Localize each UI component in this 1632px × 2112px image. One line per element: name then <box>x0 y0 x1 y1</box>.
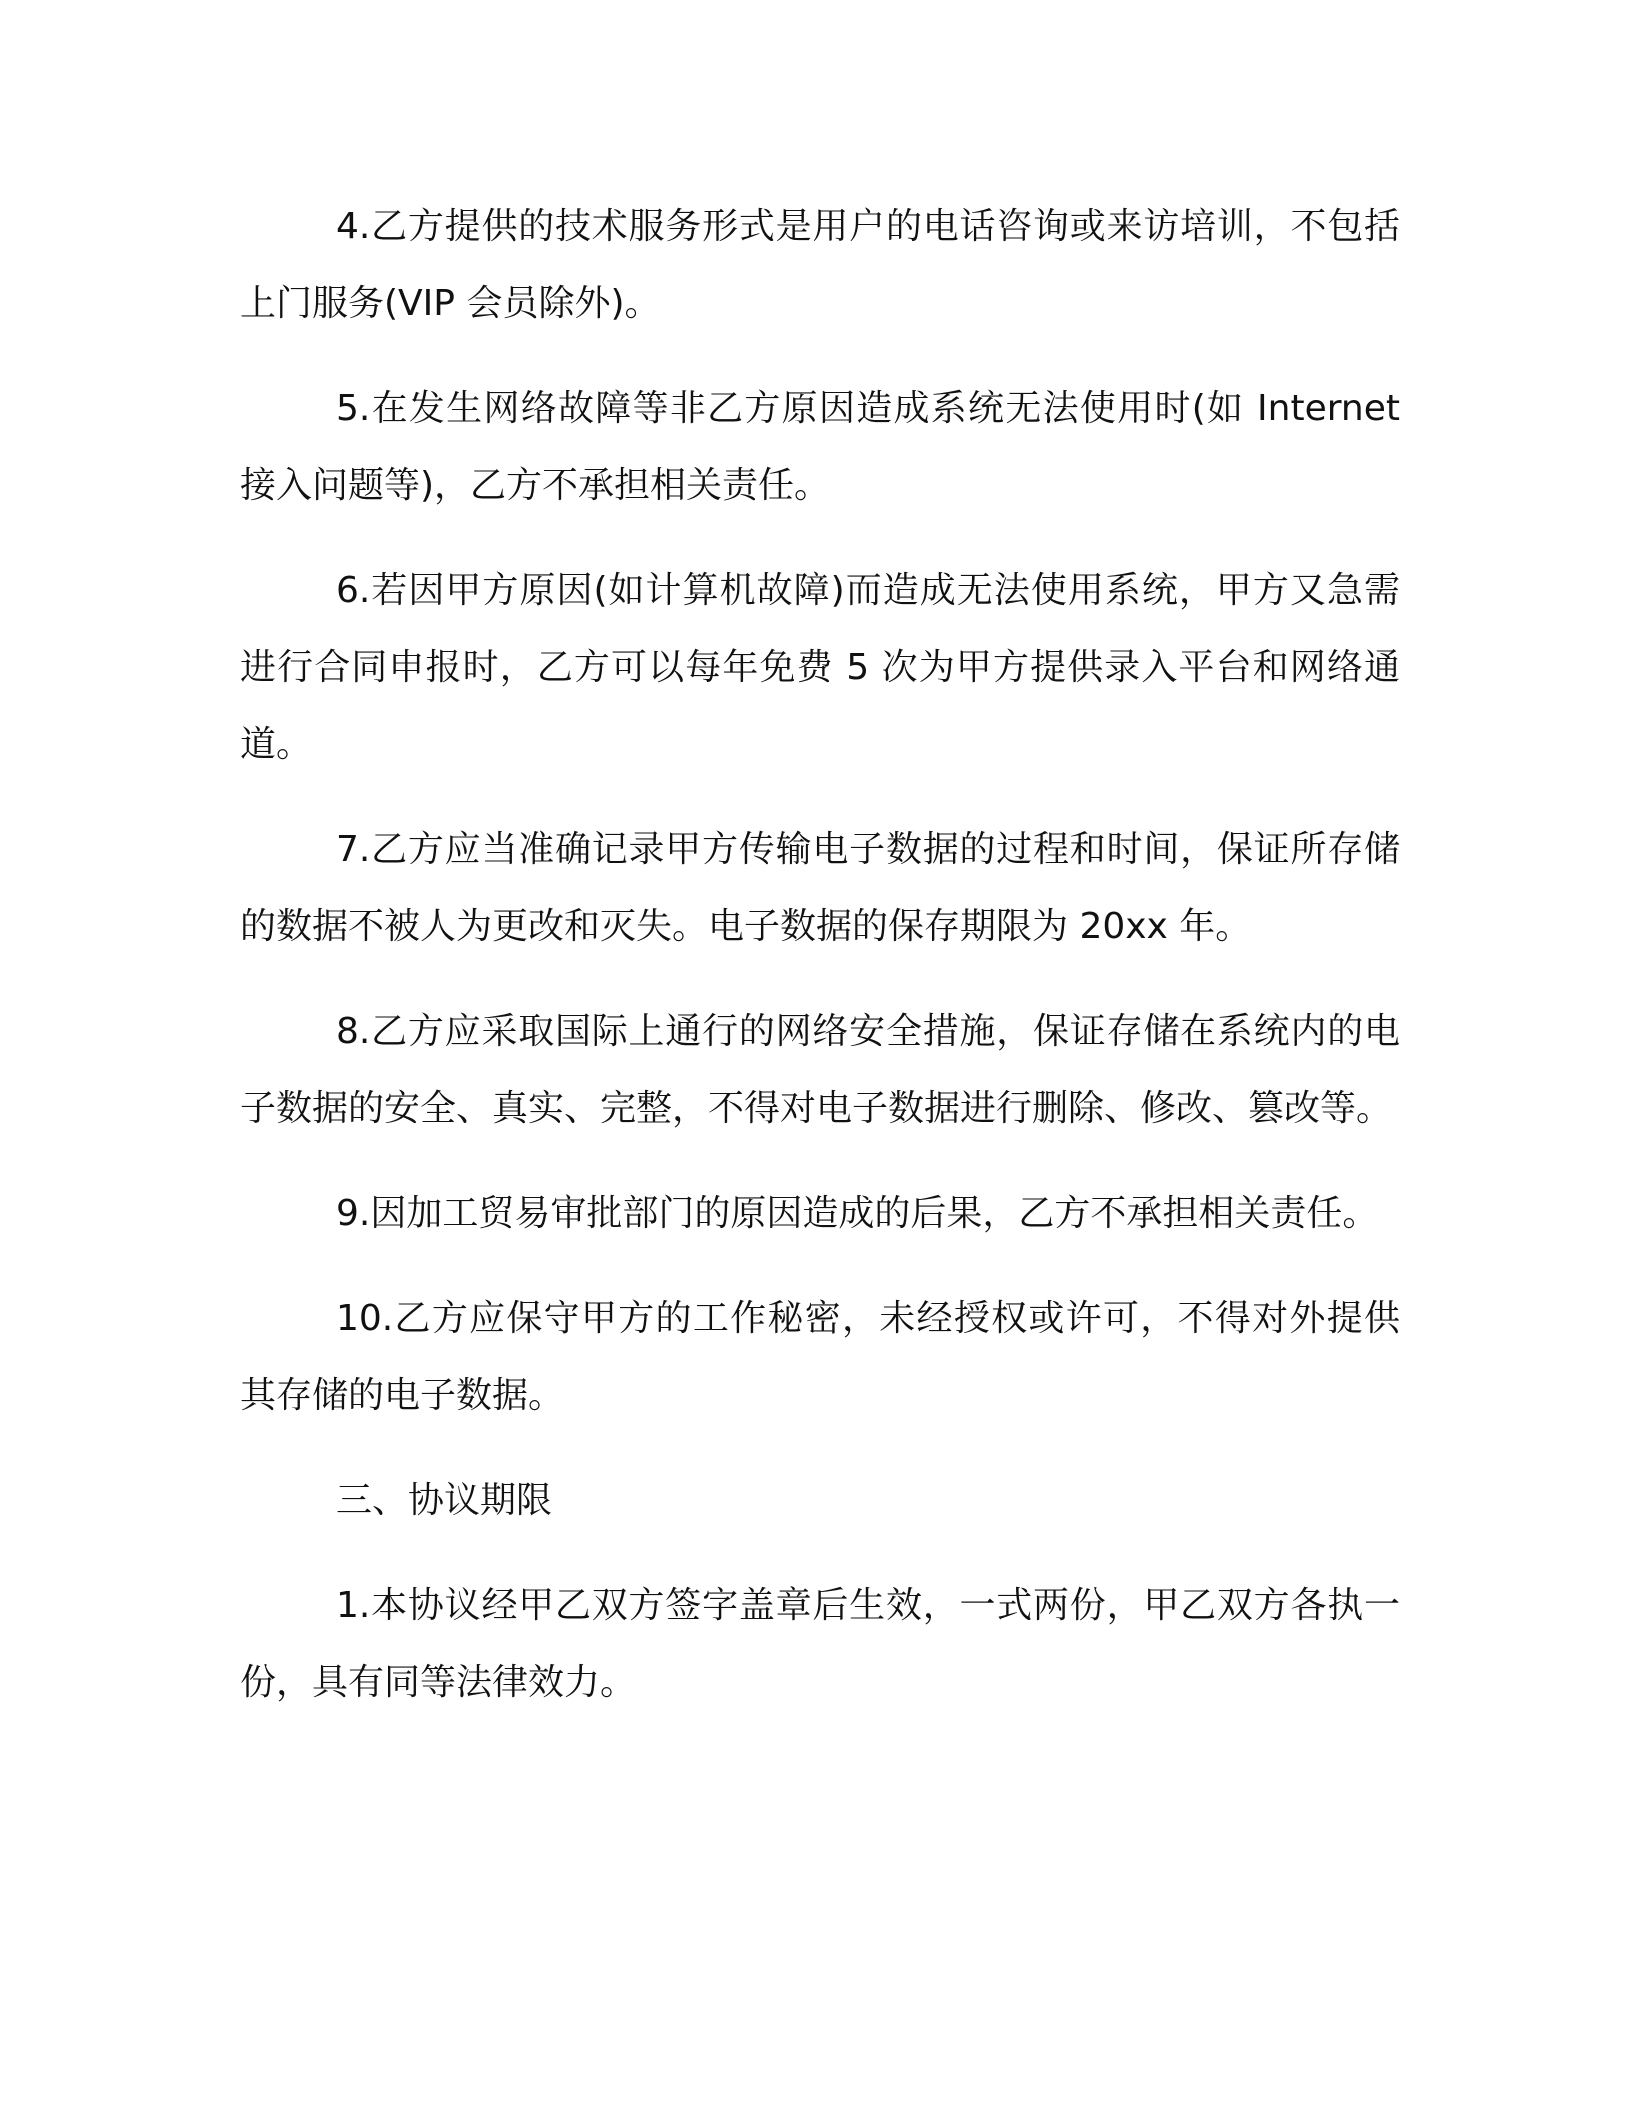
term-clause-1: 1.本协议经甲乙双方签字盖章后生效，一式两份，甲乙双方各执一份，具有同等法律效力。 <box>240 1585 1400 1703</box>
clause-10: 10.乙方应保守甲方的工作秘密，未经授权或许可，不得对外提供其存储的电子数据。 <box>240 1298 1400 1416</box>
clause-8: 8.乙方应采取国际上通行的网络安全措施，保证存储在系统内的电子数据的安全、真实、完整，不得对电子数据进行删除、修改、篡改等。 <box>240 1011 1400 1129</box>
clause-5: 5.在发生网络故障等非乙方原因造成系统无法使用时(如 Internet 接入问题等)，乙方不承担相关责任。 <box>240 388 1400 506</box>
document-body <box>240 188 1400 1749</box>
clause-4: 4.乙方提供的技术服务形式是用户的电话咨询或来访培训，不包括上门服务(VIP 会员除外)。 <box>240 206 1400 324</box>
clause-7: 7.乙方应当准确记录甲方传输电子数据的过程和时间，保证所存储的数据不被人为更改和灭失。电子数据的保存期限为 20xx 年。 <box>240 829 1400 947</box>
clause-9: 9.因加工贸易审批部门的原因造成的后果，乙方不承担相关责任。 <box>336 1193 1379 1234</box>
section-heading-term: 三、协议期限 <box>336 1480 553 1521</box>
clause-6: 6.若因甲方原因(如计算机故障)而造成无法使用系统，甲方又急需进行合同申报时，乙方可以每年免费 5 次为甲方提供录入平台和网络通道。 <box>240 570 1400 765</box>
